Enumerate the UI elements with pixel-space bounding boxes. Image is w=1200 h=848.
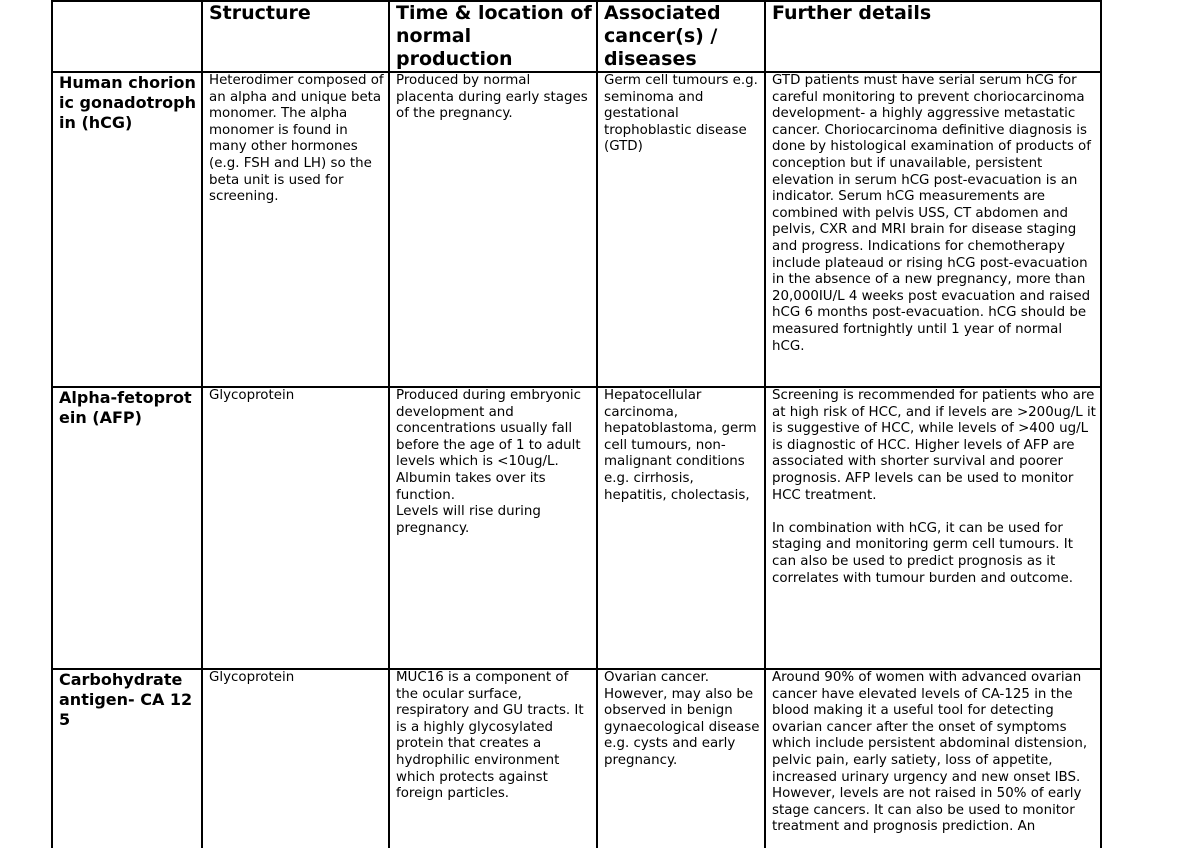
diseases-text: Ovarian cancer. However, may also be observed in benign gynaecological disease e.g. cysts and early pregnancy. (604, 670, 760, 768)
table-header-row (52, 1, 1101, 72)
table-row (52, 387, 1101, 669)
details-cell (765, 72, 1101, 387)
diseases-text: Germ cell tumours e.g. seminoma and gestational trophoblastic disease (GTD) (604, 73, 758, 155)
marker-name: Alpha-fetoprotein (AFP) (52, 387, 202, 669)
structure-cell (202, 72, 389, 387)
marker-name: Human chorionic gonadotrophin (hCG) (52, 72, 202, 387)
details-text: GTD patients must have serial serum hCG for careful monitoring to prevent choriocarcinoma development- a highly aggressive metastatic cancer. Choriocarcinoma definitive diagnosis is done by histological examination of products of conception but if unavailable, persistent elevation in serum hCG post-evacuation is an indicator. Serum hCG measurements are combined with pelvis USS, CT abdomen and pelvis, CXR and MRI brain for disease staging and progress. Indications for chemotherapy include plateaud or rising hCG post-evacuation in the absence of a new pregnancy, more than 20,000IU/L 4 weeks post evacuation and raised hCG 6 months post-evacuation. hCG should be measured fortnightly until 1 year of normal hCG. (772, 73, 1091, 354)
table-row (52, 669, 1101, 848)
production-text: MUC16 is a component of the ocular surface, respiratory and GU tracts. It is a highly glycosylated protein that creates a hydrophilic environment which protects against foreign particles. (396, 670, 584, 802)
diseases-cell (597, 669, 765, 848)
production-text: Produced during embryonic development and concentrations usually fall before the age of 1 to adult levels which is <10ug/L. Albumin takes over its function. Levels will rise during pregnancy. (396, 388, 582, 536)
structure-text: Heterodimer composed of an alpha and unique beta monomer. The alpha monomer is found in many other hormones (e.g. FSH and LH) so the beta unit is used for screening. (209, 73, 384, 205)
diseases-cell (597, 387, 765, 669)
diseases-text: Hepatocellular carcinoma, hepatoblastoma, germ cell tumours, non-malignant conditions e.g. cirrhosis, hepatitis, cholectasis, (604, 388, 757, 503)
header-structure: Structure (202, 1, 389, 72)
marker-name: Carbohydrate antigen- CA 125 (52, 669, 202, 848)
header-further-details: Further details (765, 1, 1101, 72)
tumour-marker-table (51, 0, 1102, 848)
details-cell (765, 669, 1101, 848)
table-row (52, 72, 1101, 387)
details-cell (765, 387, 1101, 669)
structure-text: Glycoprotein (209, 670, 295, 685)
header-time-location: Time & location of normal production (389, 1, 597, 72)
header-associated-cancers: Associated cancer(s) / diseases (597, 1, 765, 72)
details-text: Around 90% of women with advanced ovarian cancer have elevated levels of CA-125 in the blood making it a useful tool for detecting ovarian cancer after the onset of symptoms which include persistent abdominal distension, pelvic pain, early satiety, loss of appetite, increased urinary urgency and new onset IBS. However, levels are not raised in 50% of early stage cancers. It can also be used to monitor treatment and prognosis prediction. An (772, 670, 1088, 835)
details-text: Screening is recommended for patients who are at high risk of HCC, and if levels are >200ug/L it is suggestive of HCC, while levels of >400 ug/L is diagnostic of HCC. Higher levels of AFP are associated with shorter survival and poorer prognosis. AFP levels can be used to monitor HCC treatment. (772, 388, 1096, 503)
details-text-2: In combination with hCG, it can be used for staging and monitoring germ cell tumours. It can also be used to predict prognosis as it correlates with tumour burden and outcome. (772, 520, 1074, 586)
header-empty-cell (52, 1, 202, 72)
structure-cell (202, 669, 389, 848)
paragraph-gap (772, 504, 1096, 521)
structure-cell (202, 387, 389, 669)
production-cell (389, 669, 597, 848)
diseases-cell (597, 72, 765, 387)
production-cell (389, 72, 597, 387)
production-cell (389, 387, 597, 669)
production-text: Produced by normal placenta during early stages of the pregnancy. (396, 73, 588, 122)
structure-text: Glycoprotein (209, 388, 295, 403)
